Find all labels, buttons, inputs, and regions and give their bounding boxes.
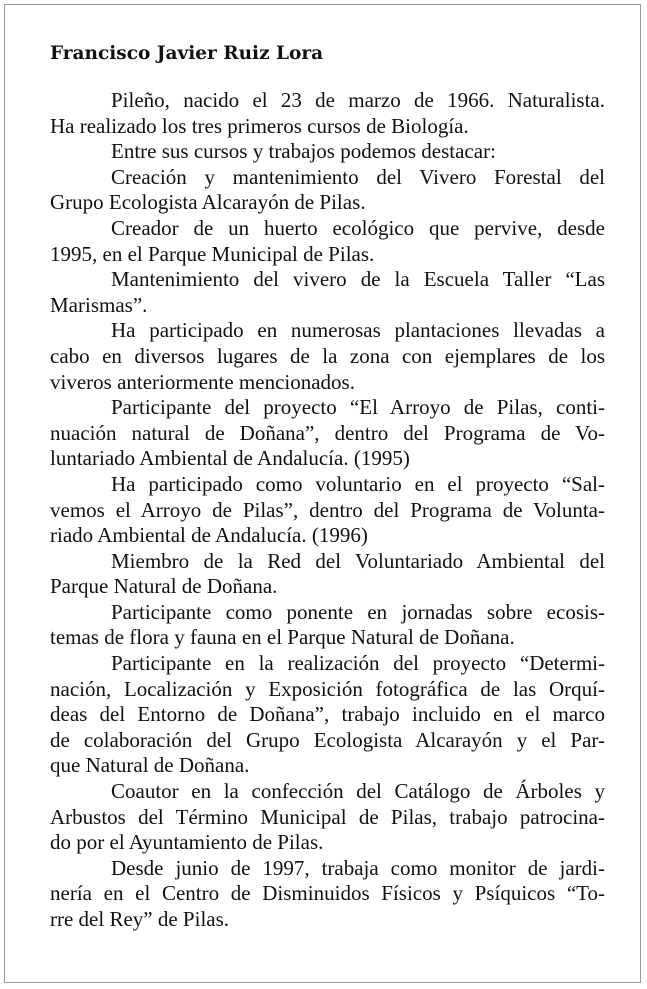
- paragraph: [50, 267, 605, 318]
- text-line: Miembro de la Red del Voluntariado Ambiental del: [111, 548, 605, 573]
- document-body: [50, 41, 605, 933]
- paragraph: [50, 600, 605, 651]
- text-line: riado Ambiental de Andalucía. (1996): [50, 523, 368, 548]
- text-line: Marismas”.: [50, 292, 148, 317]
- text-line: Desde junio de 1997, trabaja como monitor de jardi-: [111, 855, 605, 880]
- text-line: Coautor en la confección del Catálogo de Árboles y: [111, 779, 605, 804]
- text-line: Ha participado en numerosas plantaciones llevadas a: [111, 318, 605, 343]
- text-line: rre del Rey” de Pilas.: [50, 907, 230, 931]
- paragraph: [50, 779, 605, 856]
- paragraph: [50, 395, 605, 472]
- paragraph: [50, 472, 605, 549]
- text-line: Pileño, nacido el 23 de marzo de 1966. Naturalista.: [111, 88, 605, 112]
- text-line: do por el Ayuntamiento de Pilas.: [50, 830, 324, 855]
- text-line: vemos el Arroyo de Pilas”, dentro del Programa de Volunta-: [50, 497, 605, 522]
- text-line: Arbustos del Término Municipal de Pilas, trabajo patrocina-: [50, 804, 605, 829]
- text-line: nuación natural de Doñana”, dentro del Programa de Vo-: [50, 420, 605, 445]
- text-line: Creador de un huerto ecológico que pervive, desde: [111, 215, 605, 240]
- text-line: Mantenimiento del vivero de la Escuela Taller “Las: [111, 267, 605, 292]
- paragraph: [50, 318, 605, 395]
- text-line: deas del Entorno de Doñana”, trabajo incluido en el marco: [50, 702, 605, 727]
- text-line: de colaboración del Grupo Ecologista Alcarayón y el Par-: [50, 727, 605, 752]
- paragraph: [50, 856, 605, 933]
- paragraph: [50, 549, 605, 600]
- text-line: que Natural de Doñana.: [50, 753, 250, 778]
- text-line: temas de flora y fauna en el Parque Natural de Doñana.: [50, 625, 515, 650]
- text-line: Participante como ponente en jornadas sobre ecosis-: [111, 599, 605, 624]
- page-frame: [4, 4, 641, 983]
- page-title: Francisco Javier Ruiz Lora: [50, 43, 324, 64]
- text-line: Participante del proyecto “El Arroyo de Pilas, conti-: [111, 395, 605, 420]
- text-line: Ha realizado los tres primeros cursos de Biología.: [50, 113, 469, 138]
- text-line: Grupo Ecologista Alcarayón de Pilas.: [50, 190, 366, 215]
- text-line: cabo en diversos lugares de la zona con ejemplares de los: [50, 343, 605, 368]
- paragraph: [50, 139, 605, 165]
- biography-text: [50, 88, 605, 933]
- text-line: 1995, en el Parque Municipal de Pilas.: [50, 241, 375, 266]
- text-line: Entre sus cursos y trabajos podemos destacar:: [111, 139, 496, 164]
- text-line: Creación y mantenimiento del Vivero Forestal del: [111, 164, 605, 189]
- text-line: luntariado Ambiental de Andalucía. (1995): [50, 446, 410, 471]
- text-line: Parque Natural de Doñana.: [50, 574, 278, 599]
- paragraph: [50, 651, 605, 779]
- text-line: nación, Localización y Exposición fotográfica de las Orquí-: [50, 676, 605, 701]
- text-line: viveros anteriormente mencionados.: [50, 369, 355, 394]
- paragraph: [50, 216, 605, 267]
- text-line: Ha participado como voluntario en el proyecto “Sal-: [111, 471, 605, 496]
- paragraph: [50, 88, 605, 139]
- paragraph: [50, 165, 605, 216]
- text-line: nería en el Centro de Disminuidos Físicos y Psíquicos “To-: [50, 881, 605, 906]
- text-line: Participante en la realización del proyecto “Determi-: [111, 651, 605, 676]
